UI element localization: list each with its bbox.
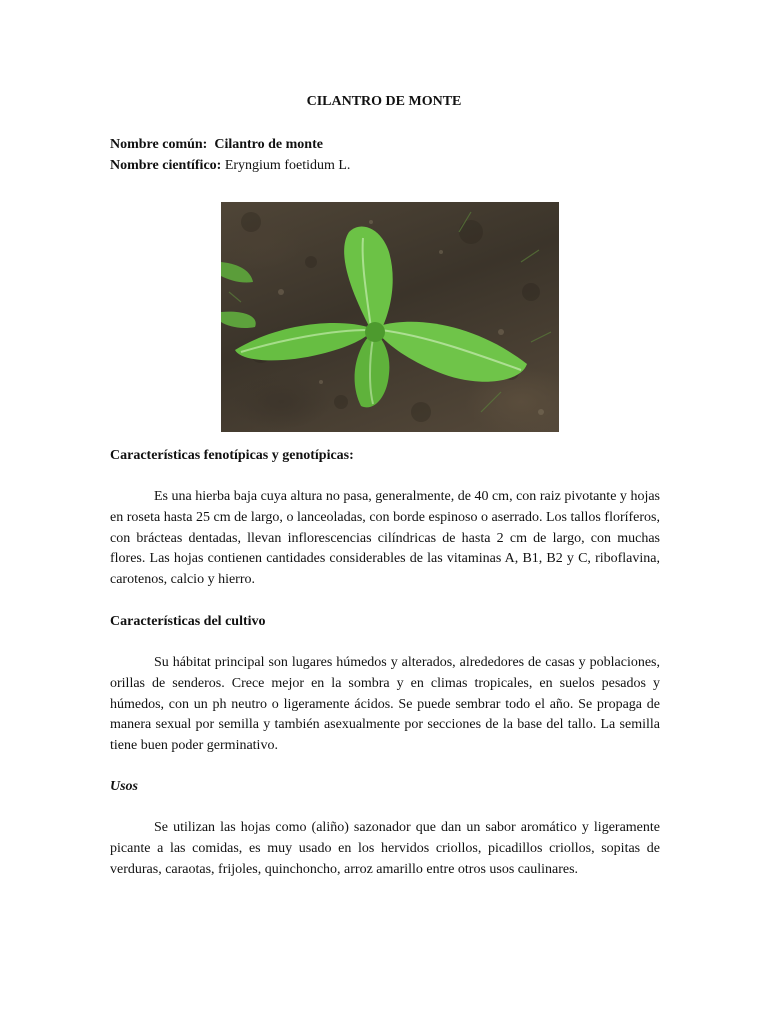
section-heading-fenotipicas: Características fenotípicas y genotípicas: xyxy=(110,448,354,463)
scientific-name-label: Nombre científico: xyxy=(110,158,222,173)
common-name-line xyxy=(110,137,323,153)
section-body-usos: Se utilizan las hojas como (aliño) sazonador que dan un sabor aromático y ligeramente picante a las comidas, es muy usado en los hervidos criollos, picadillos criollos, sopitas de verduras, caraotas, frijoles, quinchoncho, arroz amarillo entre otros usos caulinares. xyxy=(110,820,660,877)
scientific-name-value: Eryngium foetidum L. xyxy=(224,158,351,173)
common-name-value: Cilantro de monte xyxy=(214,137,323,152)
scientific-name-line xyxy=(110,158,350,174)
common-name-label: Nombre común: xyxy=(110,137,208,152)
plant-photo xyxy=(221,202,559,432)
section-heading-cultivo: Características del cultivo xyxy=(110,614,266,629)
document-title: CILANTRO DE MONTE xyxy=(306,94,462,109)
section-body-cultivo: Su hábitat principal son lugares húmedos y alterados, alrededores de casas y poblaciones, orillas de senderos. Crece mejor en la sombra y en climas tropicales, en suelos pesados y húmedos, con un ph neutro o ligeramente ácidos. Se puede sembrar todo el año. Se propaga de manera sexual por semilla y también asexualmente por secciones de la base del tallo. La semilla tiene buen poder germinativo. xyxy=(110,655,660,754)
section-heading-usos: Usos xyxy=(110,779,139,794)
section-body-fenotipicas: Es una hierba baja cuya altura no pasa, generalmente, de 40 cm, con raiz pivotante y hojas en roseta hasta 25 cm de largo, o lanceoladas, con borde espinoso o aserrado. Los tallos floríferos, con brácteas dentadas, llevan inflorescencias cilíndricas de hasta 2 cm de largo, con muchas flores. Las hojas contienen cantidades considerables de las vitaminas A, B1, B2 y C, riboflavina, carotenos, calcio y hierro. xyxy=(110,489,660,588)
